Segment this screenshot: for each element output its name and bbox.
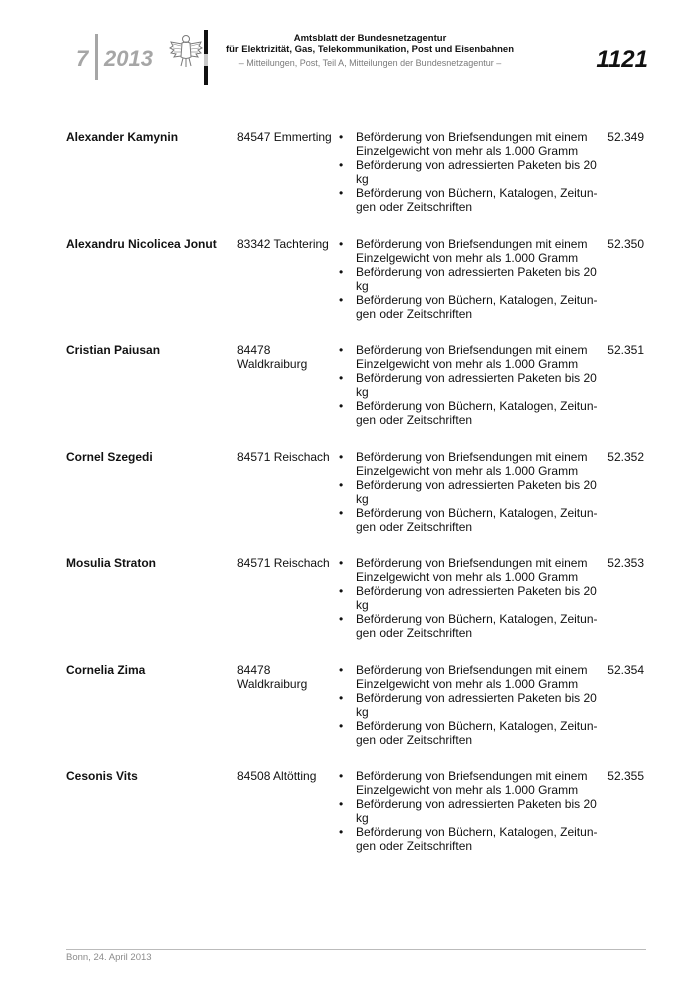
licensee-name: Cristian Paiusan xyxy=(66,343,161,357)
bullet-icon: • xyxy=(339,556,344,570)
service-item xyxy=(337,797,602,825)
service-text: Beförderung von Büchern, Katalogen, Zeitun- gen oder Zeitschriften xyxy=(356,718,598,747)
bullet-icon: • xyxy=(339,186,344,200)
issue-divider xyxy=(95,34,98,80)
issue-number: 7 xyxy=(76,46,89,71)
service-text: Beförderung von Briefsendungen mit einem Einzelgewicht von mehr als 1.000 Gramm xyxy=(356,236,588,265)
bullet-icon: • xyxy=(339,399,344,413)
service-item xyxy=(337,825,602,853)
bullet-icon: • xyxy=(339,584,344,598)
service-text: Beförderung von Briefsendungen mit einem Einzelgewicht von mehr als 1.000 Gramm xyxy=(356,449,588,478)
bullet-icon: • xyxy=(339,449,344,464)
licensee-entry xyxy=(66,343,644,450)
service-item xyxy=(337,237,602,265)
registration-number: 52.350 xyxy=(607,236,644,251)
service-item xyxy=(337,371,602,399)
service-text: Beförderung von adressierten Paketen bis 20 kg xyxy=(356,477,597,506)
licensee-name: Cornelia Zima xyxy=(66,662,146,677)
service-text: Beförderung von Briefsendungen mit einem Einzelgewicht von mehr als 1.000 Gramm xyxy=(356,130,588,158)
service-text: Beförderung von Büchern, Katalogen, Zeitun- gen oder Zeitschriften xyxy=(356,292,598,321)
issue-year: 2013 xyxy=(104,46,153,71)
service-item xyxy=(337,399,602,427)
service-list xyxy=(337,130,602,214)
bullet-icon: • xyxy=(339,718,344,733)
service-text: Beförderung von adressierten Paketen bis 20 kg xyxy=(356,584,597,612)
service-list xyxy=(337,663,602,747)
emblem-bar-accent xyxy=(204,54,208,66)
service-text: Beförderung von Briefsendungen mit einem Einzelgewicht von mehr als 1.000 Gramm xyxy=(356,662,588,691)
service-text: Beförderung von Büchern, Katalogen, Zeitun- gen oder Zeitschriften xyxy=(356,825,598,853)
licensee-name: Mosulia Straton xyxy=(66,556,157,570)
service-item xyxy=(337,265,602,293)
service-item xyxy=(337,719,602,747)
bullet-icon: • xyxy=(339,690,344,705)
service-item xyxy=(337,186,602,214)
licensee-entry xyxy=(66,663,644,770)
service-list xyxy=(337,450,602,534)
licensee-entry xyxy=(66,237,644,344)
service-text: Beförderung von Briefsendungen mit einem Einzelgewicht von mehr als 1.000 Gramm xyxy=(356,556,588,584)
licensee-place: 84571 Reischach xyxy=(237,556,330,570)
licensee-place: 84478 Waldkraiburg xyxy=(237,662,308,691)
bullet-icon: • xyxy=(339,371,344,385)
licensee-place: 84571 Reischach xyxy=(237,449,330,464)
service-item xyxy=(337,612,602,640)
registration-number: 52.352 xyxy=(607,449,644,464)
licensee-name: Alexander Kamynin xyxy=(66,130,179,144)
bullet-icon: • xyxy=(339,769,344,783)
service-text: Beförderung von Briefsendungen mit einem Einzelgewicht von mehr als 1.000 Gramm xyxy=(356,343,588,371)
service-item xyxy=(337,556,602,584)
service-item xyxy=(337,506,602,534)
bullet-icon: • xyxy=(339,264,344,279)
bullet-icon: • xyxy=(339,130,344,144)
licensee-place: 84508 Altötting xyxy=(237,769,317,783)
gazette-title-line1: Amtsblatt der Bundesnetzagentur xyxy=(293,33,447,44)
service-item xyxy=(337,343,602,371)
service-text: Beförderung von Büchern, Katalogen, Zeitun- gen oder Zeitschriften xyxy=(356,612,598,640)
licensee-name: Cesonis Vits xyxy=(66,769,138,783)
service-list xyxy=(337,343,602,427)
gazette-title-line2: für Elektrizität, Gas, Telekommunikation, Post und Eisenbahnen xyxy=(225,44,515,55)
service-list xyxy=(337,769,602,853)
licensee-place: 84547 Emmerting xyxy=(237,130,332,144)
bullet-icon: • xyxy=(339,236,344,251)
bullet-icon: • xyxy=(339,505,344,520)
registration-number: 52.351 xyxy=(607,343,644,357)
service-item xyxy=(337,584,602,612)
bullet-icon: • xyxy=(339,612,344,626)
service-item xyxy=(337,130,602,158)
service-text: Beförderung von Büchern, Katalogen, Zeitun- gen oder Zeitschriften xyxy=(356,505,598,534)
registration-number: 52.349 xyxy=(607,130,644,144)
service-list xyxy=(337,237,602,321)
bullet-icon: • xyxy=(339,292,344,307)
bullet-icon: • xyxy=(339,797,344,811)
gazette-subtitle: – Mitteilungen, Post, Teil A, Mitteilungen der Bundesnetzagentur – xyxy=(238,58,502,68)
bullet-icon: • xyxy=(339,477,344,492)
footer-rule xyxy=(66,949,646,950)
bullet-icon: • xyxy=(339,158,344,172)
federal-eagle-icon xyxy=(169,33,203,71)
footer-date: Bonn, 24. April 2013 xyxy=(66,952,152,963)
service-item xyxy=(337,450,602,478)
page-header xyxy=(0,0,700,100)
licensee-place: 84478 Waldkraiburg xyxy=(237,343,308,371)
registration-number: 52.353 xyxy=(607,556,644,570)
service-text: Beförderung von Briefsendungen mit einem Einzelgewicht von mehr als 1.000 Gramm xyxy=(356,769,588,797)
licensee-name: Alexandru Nicolicea Jonut xyxy=(66,236,217,251)
bullet-icon: • xyxy=(339,662,344,677)
bullet-icon: • xyxy=(339,343,344,357)
gazette-title xyxy=(210,33,530,55)
registration-number: 52.355 xyxy=(607,769,644,783)
service-item xyxy=(337,293,602,321)
licensee-entry xyxy=(66,450,644,557)
licensee-place: 83342 Tachtering xyxy=(237,236,329,251)
service-text: Beförderung von adressierten Paketen bis 20 kg xyxy=(356,264,597,293)
licensee-entry xyxy=(66,556,644,663)
service-item xyxy=(337,478,602,506)
bullet-icon: • xyxy=(339,825,344,839)
service-text: Beförderung von Büchern, Katalogen, Zeitun- gen oder Zeitschriften xyxy=(356,399,598,427)
service-item xyxy=(337,769,602,797)
service-text: Beförderung von adressierten Paketen bis 20 kg xyxy=(356,371,597,399)
service-list xyxy=(337,556,602,640)
registration-number: 52.354 xyxy=(607,662,644,677)
service-item xyxy=(337,663,602,691)
service-item xyxy=(337,691,602,719)
licensee-name: Cornel Szegedi xyxy=(66,449,153,464)
licensee-list xyxy=(66,130,644,876)
service-text: Beförderung von adressierten Paketen bis 20 kg xyxy=(356,690,597,719)
service-text: Beförderung von adressierten Paketen bis 20 kg xyxy=(356,797,597,825)
licensee-entry xyxy=(66,130,644,237)
service-item xyxy=(337,158,602,186)
licensee-entry xyxy=(66,769,644,876)
page-number: 1121 xyxy=(596,46,648,73)
service-text: Beförderung von adressierten Paketen bis 20 kg xyxy=(356,158,597,186)
service-text: Beförderung von Büchern, Katalogen, Zeitun- gen oder Zeitschriften xyxy=(356,186,598,214)
